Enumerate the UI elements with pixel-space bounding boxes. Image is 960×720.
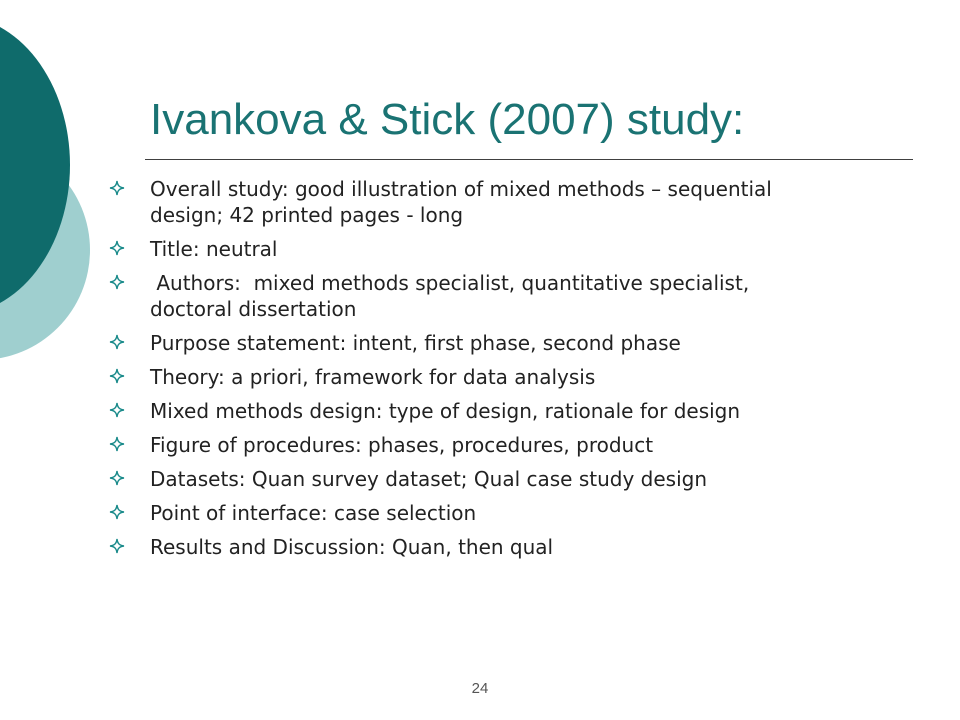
bullet-text: Title: neutral	[150, 237, 278, 261]
four-point-star-icon	[109, 436, 125, 452]
bullet-item	[104, 432, 804, 458]
slide-title: Ivankova & Stick (2007) study:	[150, 95, 745, 144]
four-point-star-icon	[109, 240, 125, 256]
bullet-item	[104, 534, 804, 560]
four-point-star-icon	[109, 402, 125, 418]
four-point-star-icon	[109, 180, 125, 196]
bullet-text: Mixed methods design: type of design, rationale for design	[150, 399, 741, 423]
bullet-item	[104, 364, 804, 390]
four-point-star-icon	[109, 334, 125, 350]
bullet-text: Datasets: Quan survey dataset; Qual case study design	[150, 467, 708, 491]
four-point-star-icon	[109, 470, 125, 486]
four-point-star-icon	[109, 274, 125, 290]
bullet-text: Authors: mixed methods specialist, quantitative specialist, doctoral dissertation	[150, 271, 756, 321]
bullet-item	[104, 500, 804, 526]
bullet-item	[104, 330, 804, 356]
bullet-list	[104, 176, 804, 568]
bullet-item	[104, 176, 804, 228]
four-point-star-icon	[109, 538, 125, 554]
four-point-star-icon	[109, 504, 125, 520]
bullet-item	[104, 236, 804, 262]
bullet-text: Purpose statement: intent, first phase, second phase	[150, 331, 681, 355]
bullet-text: Results and Discussion: Quan, then qual	[150, 535, 554, 559]
page-number: 24	[471, 680, 489, 697]
title-divider	[145, 159, 913, 160]
four-point-star-icon	[109, 368, 125, 384]
bullet-text: Figure of procedures: phases, procedures, product	[150, 433, 654, 457]
bullet-text: Overall study: good illustration of mixed methods – sequential design; 42 printed pages - long	[150, 177, 772, 227]
bullet-text: Theory: a priori, framework for data analysis	[150, 365, 596, 389]
bullet-item	[104, 398, 804, 424]
bullet-text: Point of interface: case selection	[150, 501, 477, 525]
bullet-item	[104, 466, 804, 492]
bullet-item	[104, 270, 804, 322]
